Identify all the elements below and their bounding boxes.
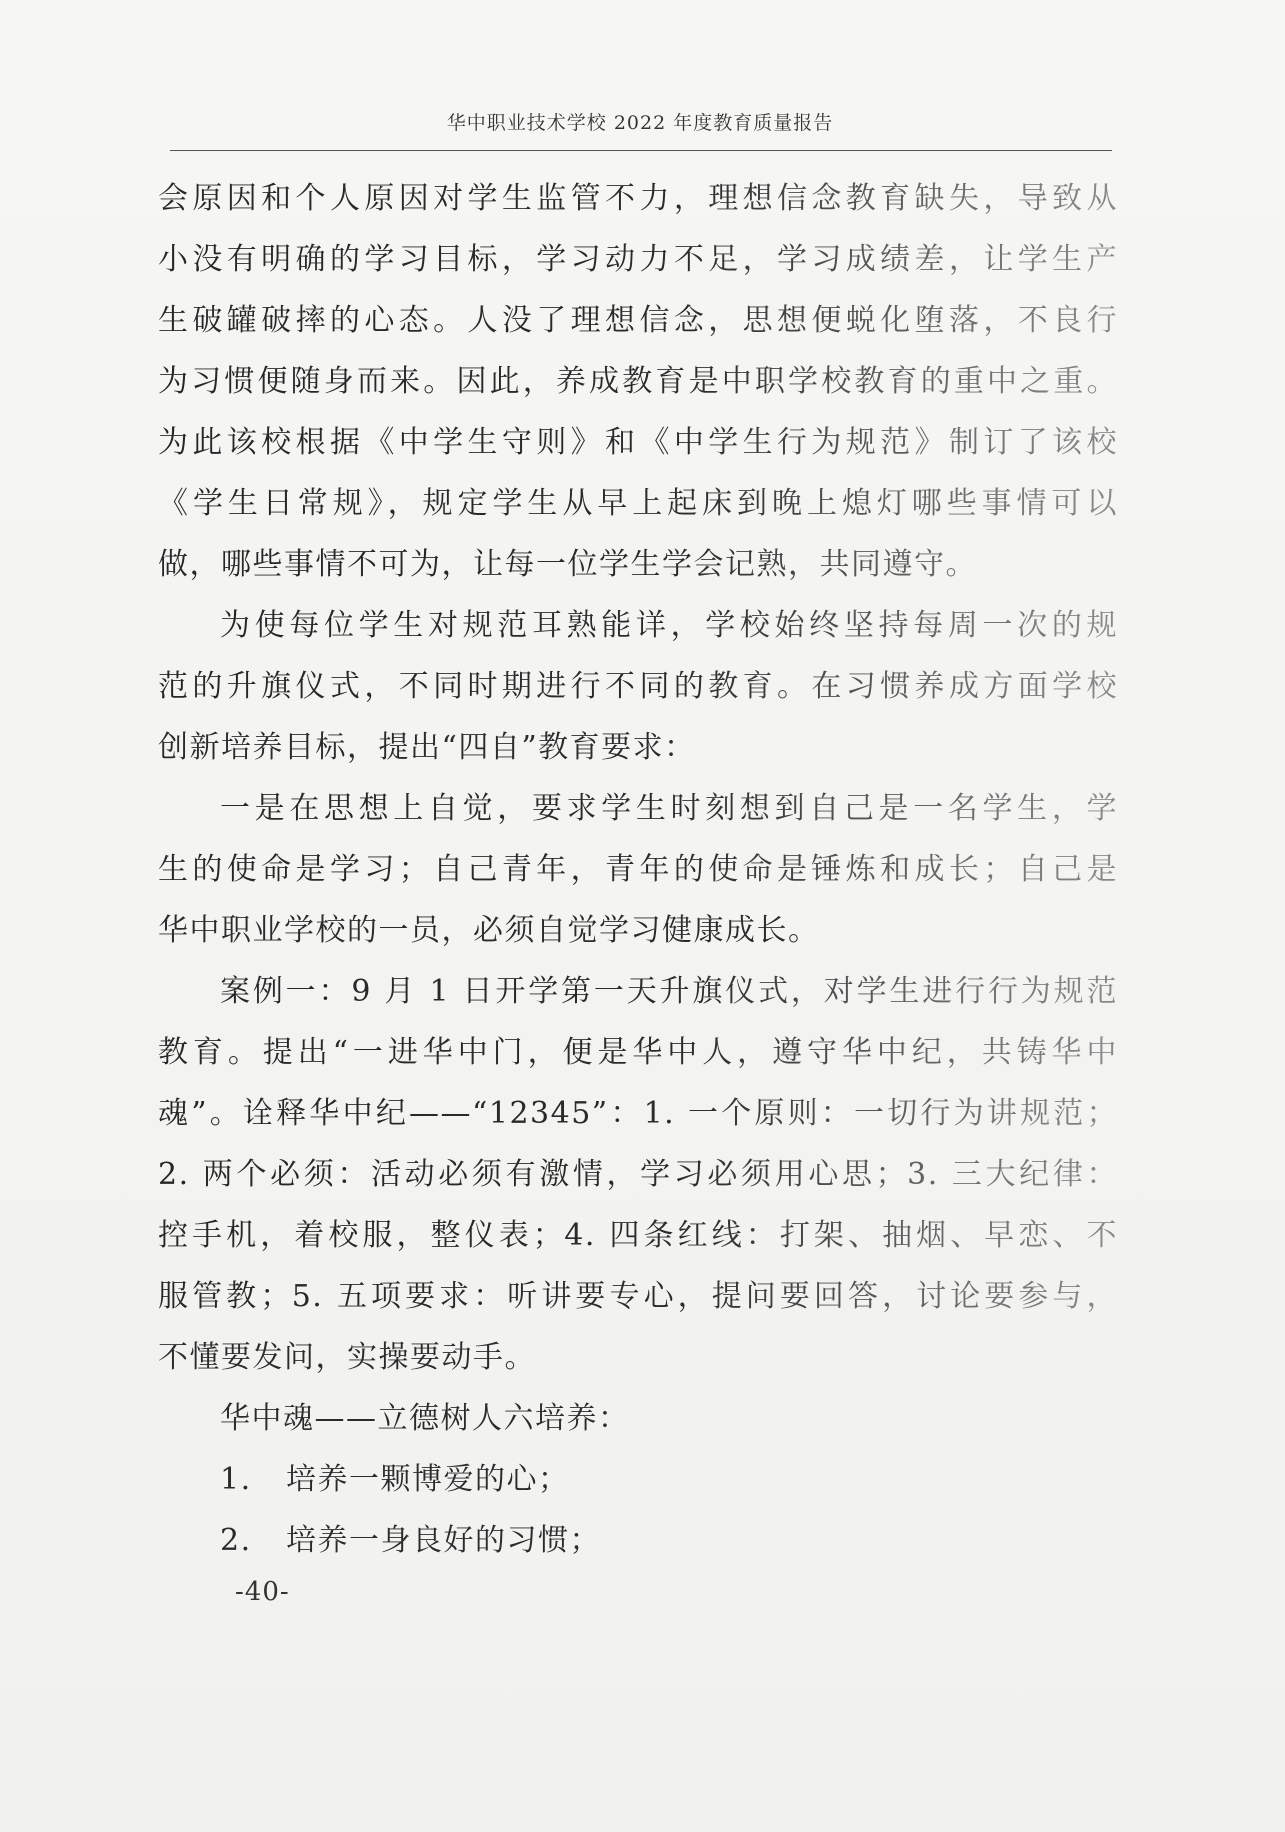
text-line: 案例一：9 月 1 日开学第一天升旗仪式，对学生进行行为规范 (158, 961, 1118, 1022)
paragraph-1 (158, 168, 1118, 595)
list-item-number: 1. (220, 1462, 252, 1497)
paragraph-3 (158, 778, 1118, 961)
text-line: 小没有明确的学习目标，学习动力不足，学习成绩差，让学生产 (158, 229, 1118, 290)
text-line: 《学生日常规》，规定学生从早上起床到晚上熄灯哪些事情可以 (158, 473, 1118, 534)
text-line: 一是在思想上自觉，要求学生时刻想到自己是一名学生，学 (158, 778, 1118, 839)
list-item (158, 1449, 1118, 1510)
list-heading: 华中魂——立德树人六培养： (220, 1401, 630, 1436)
text-line: 会原因和个人原因对学生监管不力，理想信念教育缺失，导致从 (158, 168, 1118, 229)
page-number: -40- (235, 1577, 290, 1607)
text-line: 魂”。诠释华中纪——“12345”：1. 一个原则：一切行为讲规范； (158, 1083, 1118, 1144)
list-item-number: 2. (220, 1523, 252, 1558)
text-line: 控手机，着校服，整仪表；4. 四条红线：打架、抽烟、早恋、不 (158, 1205, 1118, 1266)
text-line: 服管教；5. 五项要求：听讲要专心，提问要回答，讨论要参与， (158, 1266, 1118, 1327)
text-line: 为此该校根据《中学生守则》和《中学生行为规范》制订了该校 (158, 412, 1118, 473)
list-item-text: 培养一身良好的习惯； (286, 1523, 601, 1558)
body-text (158, 168, 1118, 1571)
text-line: 教育。提出“一进华中门，便是华中人，遵守华中纪，共铸华中 (158, 1022, 1118, 1083)
list-item-text: 培养一颗博爱的心； (286, 1462, 570, 1497)
text-line: 为使每位学生对规范耳熟能详，学校始终坚持每周一次的规 (158, 595, 1118, 656)
text-line: 2. 两个必须：活动必须有激情，学习必须用心思；3. 三大纪律： (158, 1144, 1118, 1205)
header-divider (170, 150, 1112, 151)
text-line: 做，哪些事情不可为，让每一位学生学会记熟，共同遵守。 (158, 534, 1118, 595)
paragraph-2 (158, 595, 1118, 778)
text-line: 华中职业学校的一员，必须自觉学习健康成长。 (158, 913, 820, 948)
running-header: 华中职业技术学校 2022 年度教育质量报告 (446, 112, 834, 134)
paragraph-4-case (158, 961, 1118, 1388)
text-line: 创新培养目标，提出“四自”教育要求： (158, 730, 696, 765)
text-line: 生破罐破摔的心态。人没了理想信念，思想便蜕化堕落，不良行 (158, 290, 1118, 351)
text-line: 为习惯便随身而来。因此，养成教育是中职学校教育的重中之重。 (158, 351, 1118, 412)
text-line: 不懂要发问，实操要动手。 (158, 1340, 536, 1375)
text-line: 生的使命是学习；自己青年，青年的使命是锤炼和成长；自己是 (158, 839, 1118, 900)
list-item (158, 1510, 1118, 1571)
text-line: 范的升旗仪式，不同时期进行不同的教育。在习惯养成方面学校 (158, 656, 1118, 717)
